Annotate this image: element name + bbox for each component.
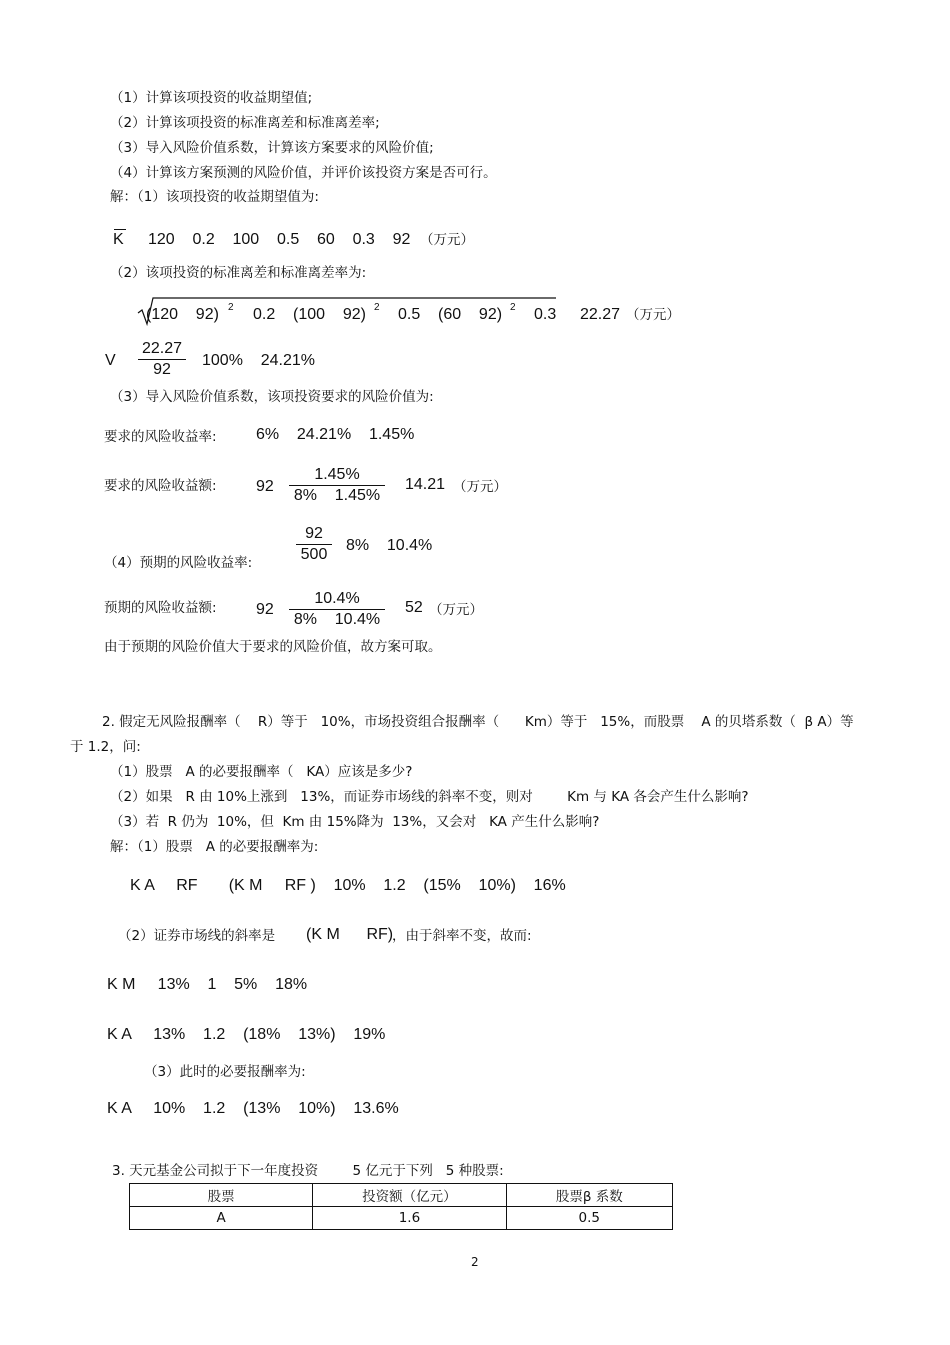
v-numerator: 22.27 [141,340,183,357]
k-symbol: K [113,231,124,248]
table-cell: 0.5 [506,1207,672,1230]
q2-eq-1: K A RF (K M RF ) 10% 1.2 (15% 10%) 16% [130,877,566,894]
sd-unit: （万元） [626,307,680,323]
table-header-cell: 股票 [130,1184,313,1207]
q1-solution-intro: 解：（1）该项投资的收益期望值为: [110,189,319,205]
q2-eq-2: K M 13% 1 5% 18% [107,976,308,993]
k-unit: （万元） [420,232,474,248]
exp-amt-result: 52 [405,599,423,616]
sqrt-term-3: 0.5 (60 92) [398,306,503,323]
req-amt-numerator: 1.45% [314,466,360,483]
sqrt-term-2: 0.2 (100 92) [253,306,366,323]
exp-amt-fraction [289,589,385,630]
req-rate-expr: 6% 24.21% 1.45% [256,426,415,443]
q2-item-3: （3）若 R 仍为 10%，但 Km 由 15%降为 13%，又会对 KA 产生什么影响? [110,814,600,830]
v-symbol: V [105,352,116,369]
q1-item-1: （1）计算该项投资的收益期望值; [110,90,313,106]
k-overbar [114,229,126,230]
req-rate-label: 要求的风险收益率: [104,429,217,445]
page-number: 2 [471,1255,479,1269]
q2-part2-b: (K M RF) [306,926,394,943]
q2-item-1: （1）股票 A 的必要报酬率（ KA）应该是多少? [110,764,413,780]
q1-part3-intro: （3）导入风险价值系数，该项投资要求的风险价值为: [110,389,434,405]
req-amt-denominator: 8% 1.45% [293,487,381,504]
table-cell: 1.6 [313,1207,506,1230]
table-header-cell: 投资额（亿元） [313,1184,506,1207]
v-rest: 100% 24.21% [202,352,315,369]
q1-item-3: （3）导入风险价值系数，计算该方案要求的风险价值; [110,140,434,156]
exp-amt-denominator: 8% 10.4% [293,611,381,628]
q2-solution-intro: 解：（1）股票 A 的必要报酬率为: [110,839,319,855]
req-amt-label: 要求的风险收益额: [104,478,217,494]
sqrt-term-4: 0.3 [534,306,557,323]
sqrt-exp-3: 2 [510,302,516,313]
q2-part2-c: ，由于斜率不变，故而: [392,928,532,944]
table-header-cell: 股票β 系数 [506,1184,672,1207]
stock-table [129,1183,673,1230]
v-denominator: 92 [153,361,171,378]
sqrt-exp-2: 2 [374,302,380,313]
req-amt-unit: （万元） [453,479,507,495]
exp-rate-fraction [296,524,332,565]
sqrt-exp-1: 2 [228,302,234,313]
v-fraction [138,339,186,380]
exp-rate-denominator: 500 [300,546,328,563]
q2-eq-3: K A 13% 1.2 (18% 13%) 19% [107,1026,386,1043]
exp-amt-numerator: 10.4% [314,590,360,607]
q3-intro: 3. 天元基金公司拟于下一年度投资 5 亿元于下列 5 种股票: [112,1163,504,1179]
table-header-row [130,1184,673,1207]
exp-amt-label: 预期的风险收益额: [104,600,217,616]
k-expression: 120 0.2 100 0.5 60 0.3 92 [148,231,411,248]
req-amt-fraction [289,465,385,506]
sd-value: 22.27 [580,306,621,323]
q2-line-1: 2. 假定无风险报酬率（ R）等于 10%，市场投资组合报酬率（ Km）等于 15%，而股票 A 的贝塔系数（ β A）等 [102,714,854,730]
table-cell: A [130,1207,313,1230]
q2-eq-4: K A 10% 1.2 (13% 10%) 13.6% [107,1100,399,1117]
q1-item-2: （2）计算该项投资的标准离差和标准离差率; [110,115,380,131]
exp-rate-rest: 8% 10.4% [346,537,433,554]
q1-part2-intro: （2）该项投资的标准离差和标准离差率为: [110,265,367,281]
q2-item-2: （2）如果 R 由 10%上涨到 13%，而证券市场线的斜率不变，则对 Km 与 KA 各会产生什么影响? [110,789,749,805]
req-amt-pre: 92 [256,478,274,495]
q1-conclusion: 由于预期的风险价值大于要求的风险价值，故方案可取。 [104,639,442,655]
q1-item-4: （4）计算该方案预测的风险价值，并评价该投资方案是否可行。 [110,165,497,181]
req-amt-result: 14.21 [405,476,446,493]
table-row [130,1207,673,1230]
part4-label: （4）预期的风险收益率: [104,555,253,571]
q2-part3: （3）此时的必要报酬率为: [144,1064,306,1080]
exp-rate-numerator: 92 [305,525,323,542]
exp-amt-unit: （万元） [429,602,483,618]
q2-part2-a: （2）证券市场线的斜率是 [118,928,276,944]
q2-line-2: 于 1.2，问: [70,739,141,755]
sqrt-term-1: (120 92) [146,306,219,323]
exp-amt-pre: 92 [256,601,274,618]
